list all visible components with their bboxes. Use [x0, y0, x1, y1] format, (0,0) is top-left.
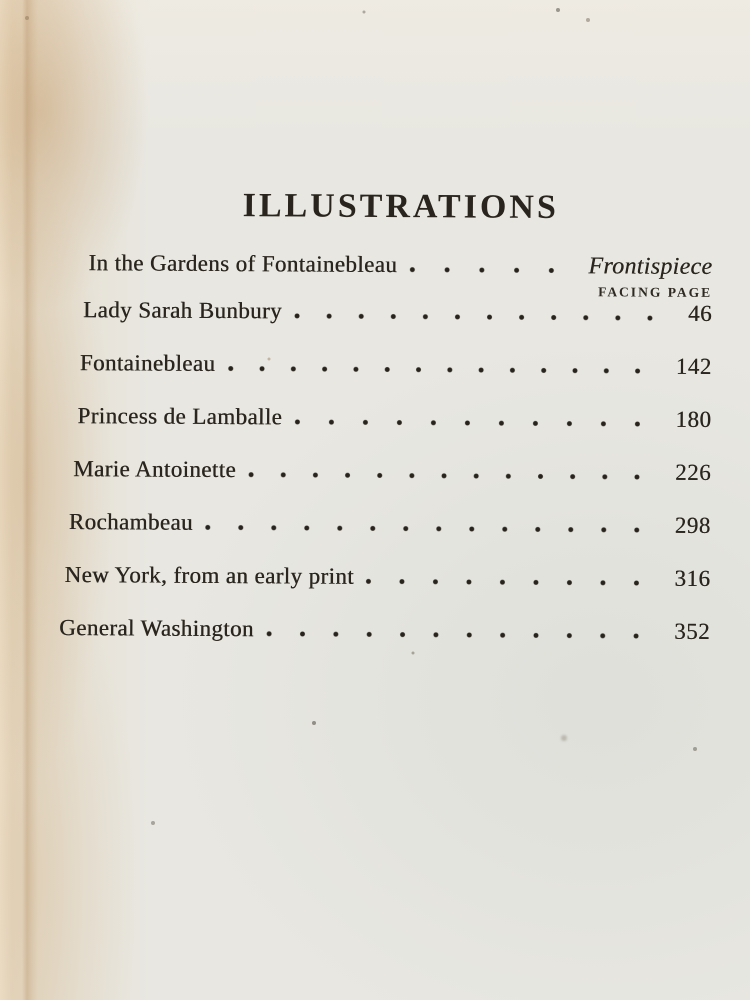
list-item: [60, 403, 711, 433]
entry-page-number: 352: [674, 618, 711, 644]
entry-page-number: 142: [675, 353, 712, 379]
entry-title: Rochambeau: [68, 509, 193, 535]
entry-title: New York, from an early print: [64, 562, 355, 589]
list-item: [60, 509, 711, 539]
entries-list: [59, 297, 712, 645]
list-item: [61, 350, 712, 380]
list-item: [59, 615, 710, 645]
list-item: [60, 456, 711, 486]
entry-page-number: 226: [675, 459, 712, 485]
entry-page-number: 316: [674, 565, 711, 591]
entry-title: Marie Antoinette: [73, 456, 237, 483]
frontispiece-entry: [61, 250, 712, 280]
dot-leader: [227, 365, 666, 375]
illustrations-list: [59, 0, 714, 672]
dot-leader: [409, 266, 578, 274]
entry-page-label: Frontispiece: [588, 253, 713, 280]
page-title: ILLUSTRATIONS: [242, 187, 559, 227]
list-item: [61, 297, 712, 327]
paper-specks: [0, 0, 2, 2]
dot-leader: [294, 312, 678, 321]
entry-title: In the Gardens of Fontainebleau: [88, 250, 398, 278]
column-header-facing-page: FACING PAGE: [598, 284, 713, 300]
dot-leader: [248, 471, 665, 481]
entry-title: Fontainebleau: [79, 350, 216, 376]
list-item: [59, 562, 710, 592]
entry-title: Princess de Lamballe: [77, 403, 283, 430]
entry-page-number: 46: [688, 300, 713, 326]
entry-page-number: 298: [674, 512, 711, 538]
dot-leader: [366, 578, 665, 587]
dot-leader: [266, 630, 664, 639]
entry-title: Lady Sarah Bunbury: [83, 297, 283, 324]
dot-leader: [294, 418, 665, 427]
entry-page-number: 180: [675, 406, 712, 432]
dot-leader: [205, 524, 665, 534]
entry-title: General Washington: [59, 615, 254, 642]
